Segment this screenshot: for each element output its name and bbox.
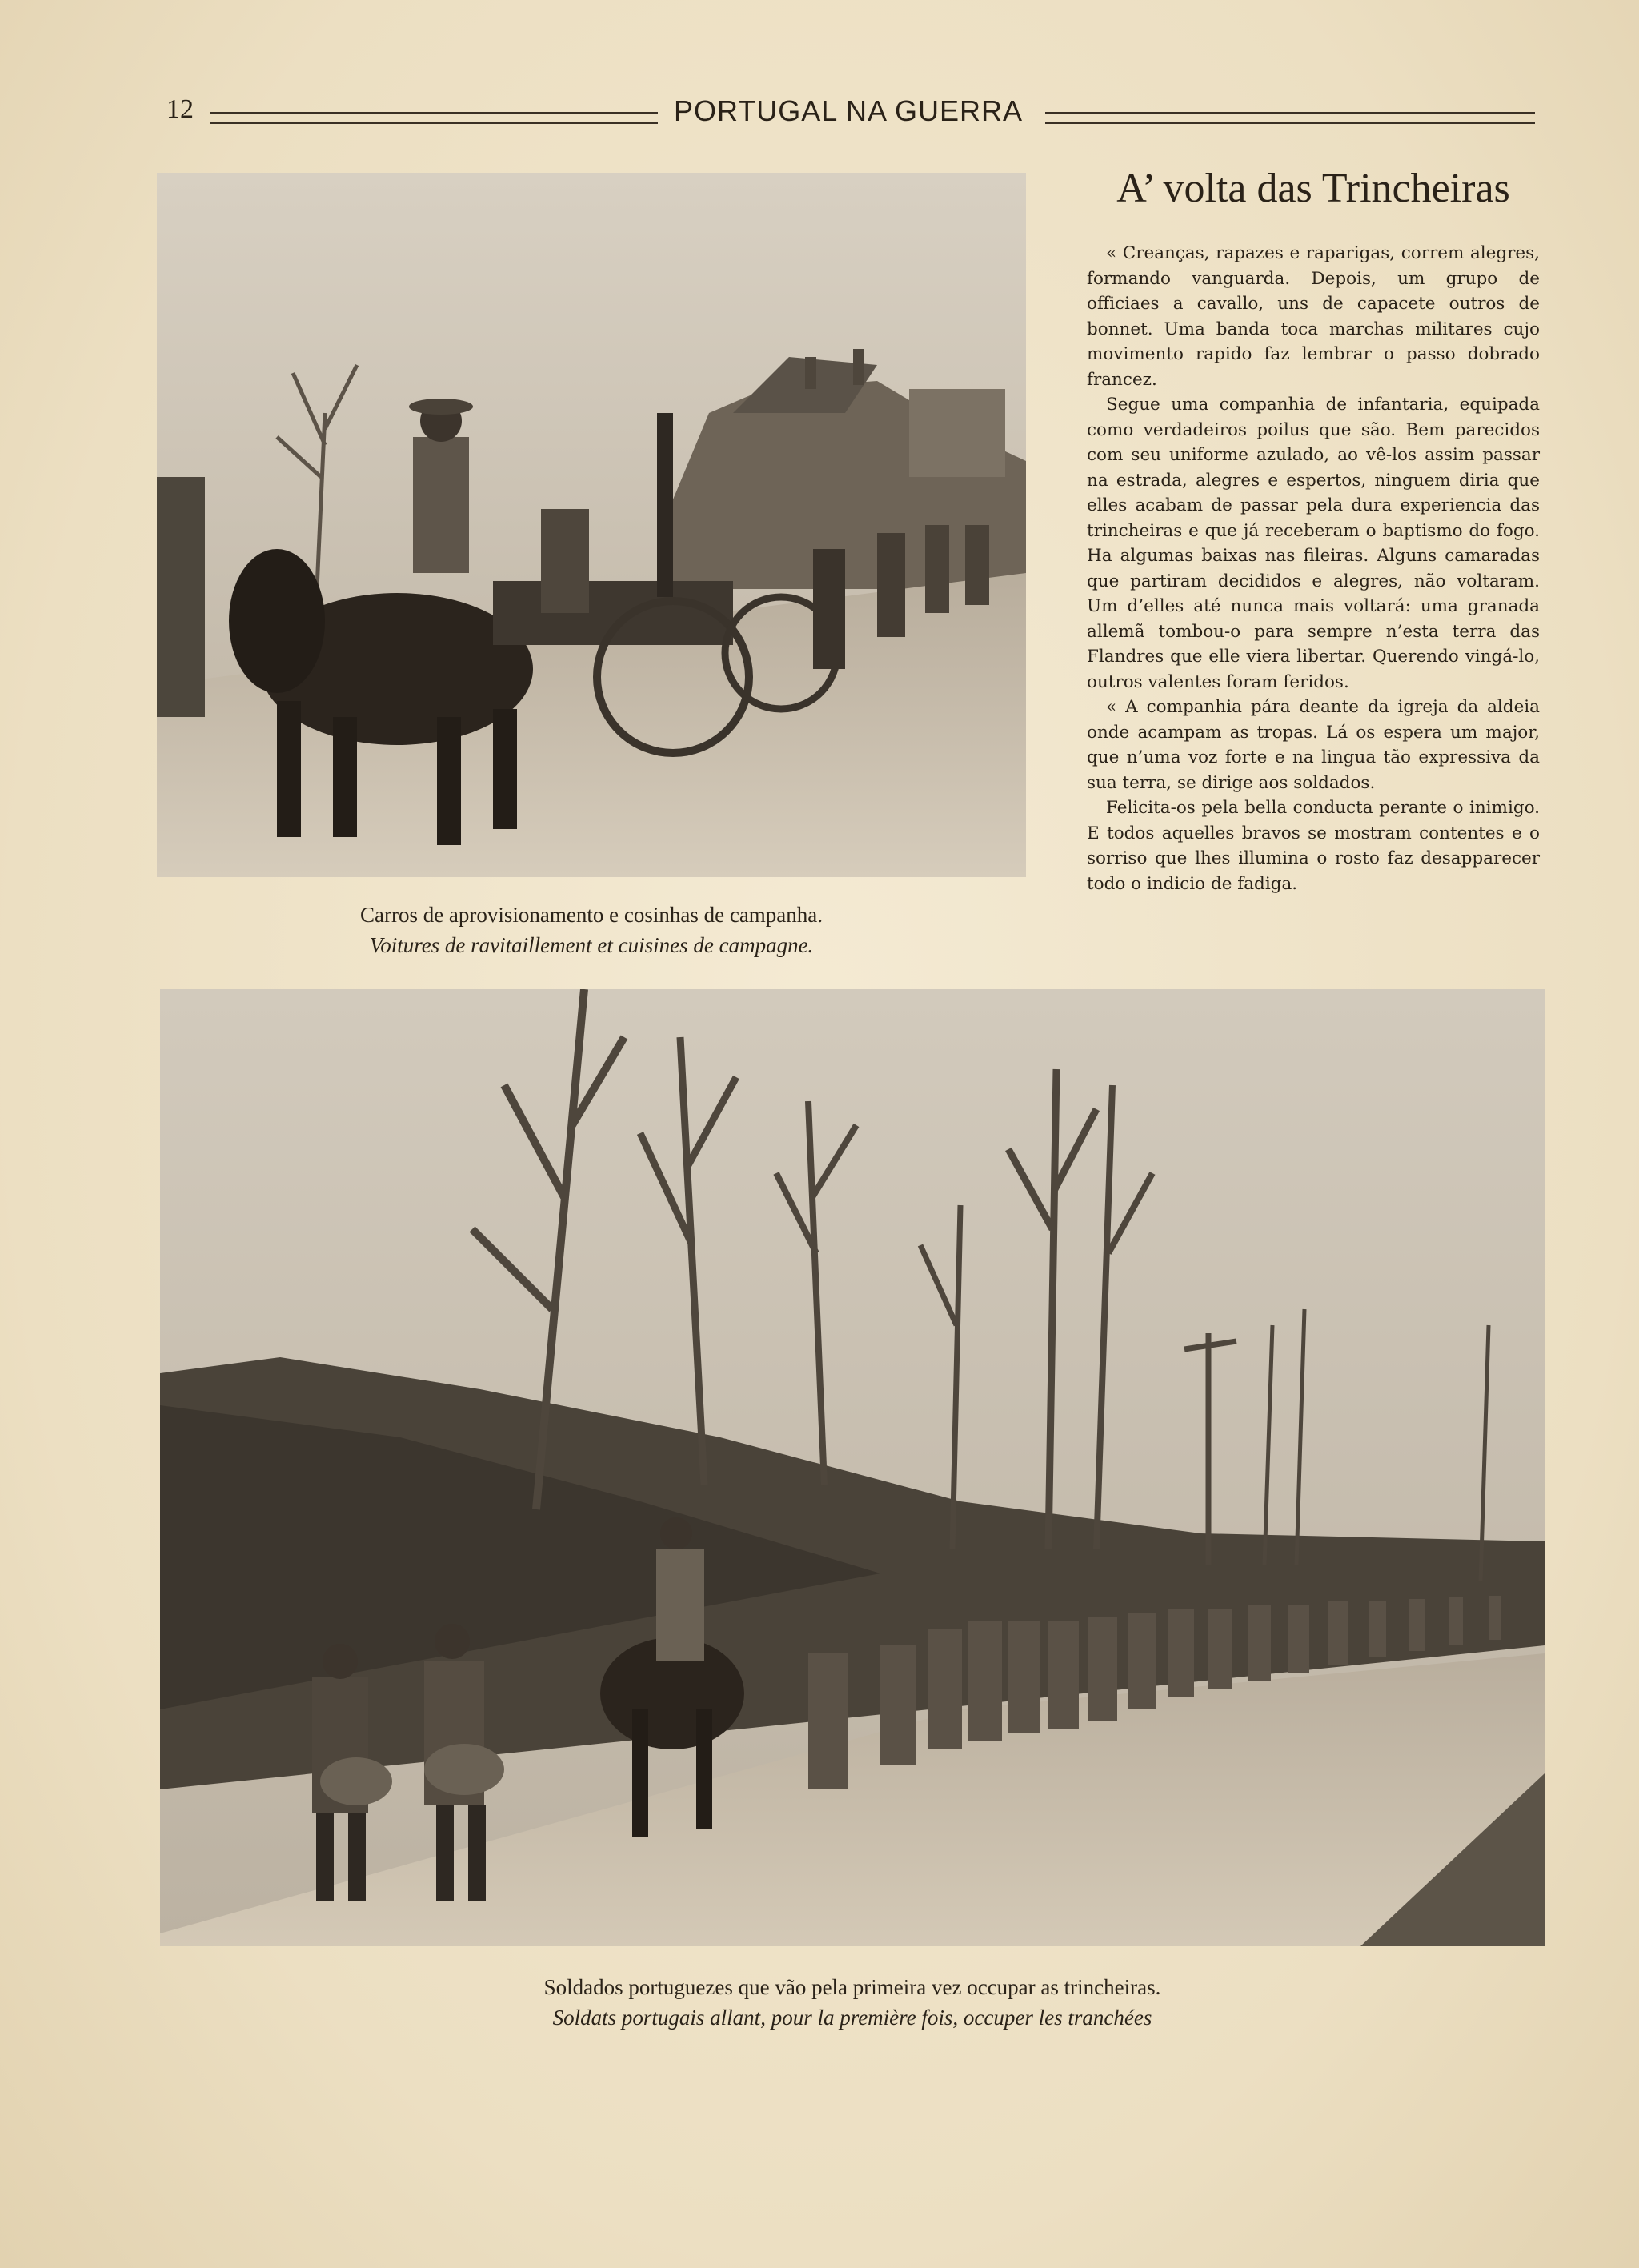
photo-supply-wagons (157, 173, 1026, 877)
publication-title: PORTUGAL NA GUERRA (673, 94, 1024, 127)
caption-french: Voitures de ravitaillement et cuisines de campagne. (369, 933, 814, 957)
caption-marching-soldiers (160, 1972, 1545, 2033)
article-paragraph: Felicita-os pela bella conducta perante o inimigo. E todos aquelles bravos se mostram contentes e o sorriso que lhes illumina o rosto faz desapparecer todo o indicio de fadiga. (1087, 798, 1540, 894)
article-paragraph: « Creanças, rapazes e raparigas, correm alegres, formando vanguarda. Depois, um grupo de officiaes a cavallo, uns de capacete outros de bonnet. Uma banda toca marchas militares cujo movimento rapido faz lembrar o passo dobrado francez. (1087, 243, 1540, 390)
article-title: A’ volta das Trincheiras (1116, 166, 1510, 211)
article-paragraph: « A companhia pára deante da igreja da aldeia onde acampam as tropas. Lá os espera um major, que n’uma voz forte e na lingua tão expressiva da sua terra, se dirige aos soldados. (1087, 697, 1540, 793)
article-trenches (1087, 165, 1540, 896)
article-paragraph: Segue uma companhia de infantaria, equipada como verdadeiros poilus que são. Bem parecidos com seu uniforme azulado, ao vê-los assim passar na estrada, alegres e espertos, ninguem diria que elles acabam de passar pela dura experiencia das trincheiras e que já receberam o baptismo do fogo. Ha algumas baixas nas fileiras. Alguns camaradas que partiram decididos e alegres, não voltaram. Um d’elles até nunca mais voltará: uma granada allemã tombou-o para sempre n’esta terra das Flandres que elle viera libertar. Querendo vingá-lo, outros valentes foram feridos. (1087, 395, 1540, 692)
caption-portuguese: Soldados portuguezes que vão pela primeira vez occupar as trincheiras. (543, 1975, 1161, 1999)
caption-supply-wagons (157, 900, 1026, 960)
caption-portuguese: Carros de aprovisionamento e cosinhas de campanha. (359, 903, 824, 927)
caption-french: Soldats portugais allant, pour la première fois, occuper les tranchées (552, 2006, 1152, 2030)
article-body (1087, 241, 1540, 896)
header-rule-right (1045, 112, 1535, 124)
page-header (160, 94, 1537, 134)
photo-marching-soldiers (160, 989, 1545, 1946)
page-number: 12 (166, 94, 194, 124)
